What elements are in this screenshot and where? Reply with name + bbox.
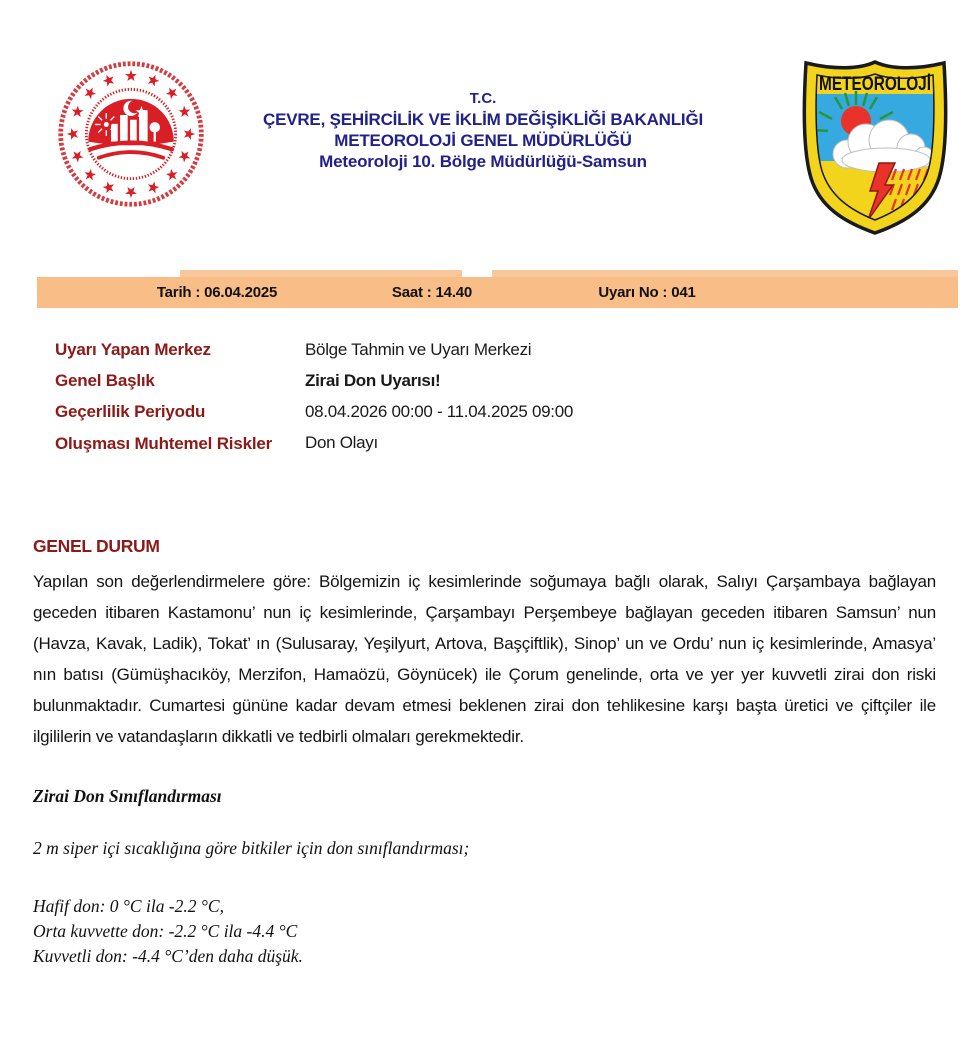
frost-classification-intro: 2 m siper içi sıcaklığına göre bitkiler için don sınıflandırması; bbox=[33, 838, 470, 858]
header-regional-office: Meteoroloji 10. Bölge Müdürlüğü-Samsun bbox=[319, 152, 647, 171]
detail-row-possible-risks bbox=[55, 427, 935, 458]
detail-row-title bbox=[55, 365, 935, 396]
tc-government-emblem-icon bbox=[55, 58, 207, 210]
general-status-paragraph: Yapılan son değerlendirmelere göre: Bölgemizin iç kesimlerinde soğumaya bağlı olarak, Salıyı Çarşambaya bağlayan geceden itibaren Kastamonu’ nun iç kesimlerinde, Çarşambayı Perşembeye bağlayan geceden itibaren Samsun’ nun (Havza, Kavak, Ladik), Tokat’ ın (Sulusaray, Yeşilyurt, Artova, Başçiftlik), Sinop’ un ve Ordu’ nun iç kesimlerinde, Amasya’ nın batısı (Gümüşhacıköy, Merzifon, Hamaözü, Göynücek) ile Çorum genelinde, orta ve yer yer kuvvetli zirai don riski bulunmaktadır. Cumartesi gününe kadar devam etmesi beklenen zirai don tehlikesine karşı başta üretici ve çiftçiler ile ilgililerin ve vatandaşların dikkatli ve tedbirli olmaları gerekmektedir. bbox=[33, 572, 936, 746]
frost-classification-heading: Zirai Don Sınıflandırması bbox=[33, 786, 222, 806]
meteoroloji-shield-icon bbox=[800, 57, 950, 238]
warning-time: Saat : 14.40 bbox=[391, 284, 473, 301]
general-status-heading: GENEL DURUM bbox=[33, 536, 160, 556]
detail-value: 08.04.2026 00:00 - 11.04.2025 09:00 bbox=[305, 402, 574, 421]
warning-number: Uyarı No : 041 bbox=[598, 284, 696, 301]
detail-label: Uyarı Yapan Merkez bbox=[55, 340, 211, 359]
warning-date: Tarih : 06.04.2025 bbox=[156, 284, 278, 301]
detail-value: Don Olayı bbox=[305, 433, 378, 452]
frost-item-strong: Kuvvetli don: -4.4 °C’den daha düşük. bbox=[33, 946, 303, 966]
detail-value: Bölge Tahmin ve Uyarı Merkezi bbox=[305, 340, 532, 359]
header-tc: T.C. bbox=[469, 90, 497, 107]
detail-row-issuing-center bbox=[55, 334, 935, 365]
frost-item-light: Hafif don: 0 °C ila -2.2 °C, bbox=[33, 896, 224, 916]
detail-row-validity-period bbox=[55, 396, 935, 427]
detail-label: Genel Başlık bbox=[55, 371, 155, 390]
header-directorate: METEOROLOJİ GENEL MÜDÜRLÜĞÜ bbox=[334, 131, 632, 150]
frost-classification-list bbox=[33, 894, 303, 969]
header-ministry: ÇEVRE, ŞEHİRCİLİK VE İKLİM DEĞİŞİKLİĞİ BAKANLIĞI bbox=[263, 110, 703, 129]
info-bar-top-strip bbox=[180, 270, 462, 277]
detail-value: Zirai Don Uyarısı! bbox=[305, 371, 441, 390]
warning-info-bar bbox=[37, 277, 958, 308]
warning-details bbox=[55, 334, 935, 458]
detail-label: Geçerlilik Periyodu bbox=[55, 402, 206, 421]
frost-item-moderate: Orta kuvvette don: -2.2 °C ila -4.4 °C bbox=[33, 921, 298, 941]
document-header bbox=[228, 88, 738, 172]
info-bar-top-strip bbox=[492, 270, 958, 277]
meteoroloji-logo-text: METEOROLOJİ bbox=[819, 74, 931, 95]
detail-label: Oluşması Muhtemel Riskler bbox=[55, 434, 273, 453]
